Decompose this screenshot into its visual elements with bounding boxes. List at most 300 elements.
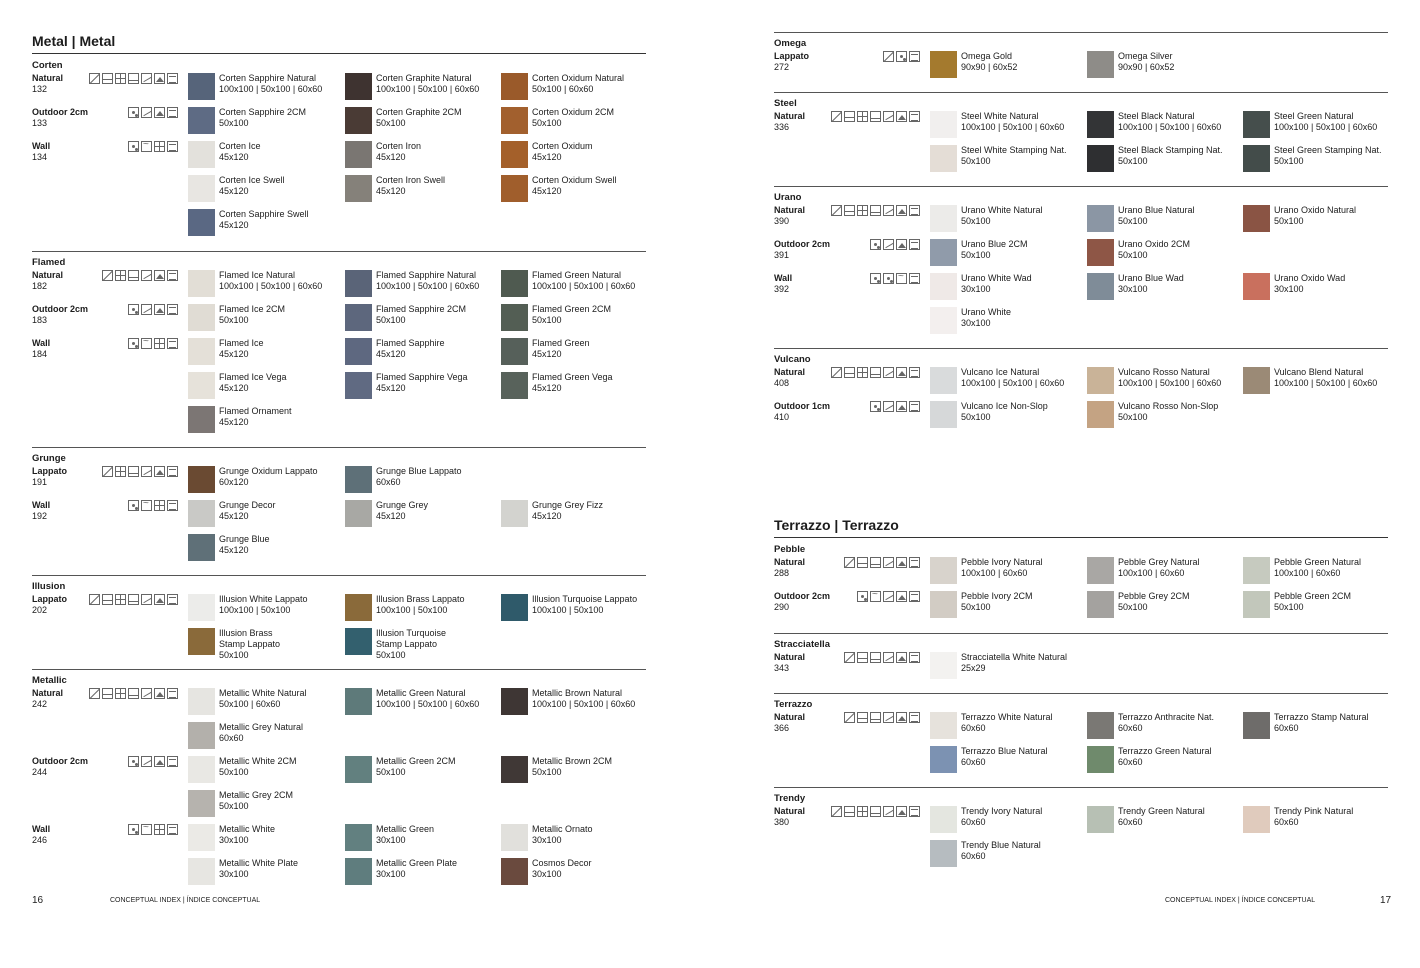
product-size: 50x100 [1274, 216, 1304, 226]
product-text [219, 688, 344, 710]
product-swatch [345, 628, 372, 655]
diag-usage-icon [883, 51, 894, 62]
product-text [961, 111, 1086, 133]
product-text [532, 372, 657, 394]
product-size: 60x60 [961, 757, 986, 767]
finish-page-ref: 184 [32, 349, 48, 359]
lines-usage-icon [167, 304, 178, 315]
finish-row [774, 746, 1388, 780]
product-name: Pebble Ivory 2CM [961, 591, 1033, 601]
mount-usage-icon [154, 107, 165, 118]
product-item [930, 591, 1080, 621]
wave-usage-icon [141, 500, 152, 511]
product-swatch [188, 722, 215, 749]
product-name: Flamed Ice Vega [219, 372, 287, 382]
product-size: 100x100 | 50x100 | 60x60 [376, 281, 480, 291]
product-name: Grunge Oxidum Lappato [219, 466, 318, 476]
mount-usage-icon [154, 304, 165, 315]
product-size: 100x100 | 50x100 | 60x60 [1118, 122, 1222, 132]
product-swatch [930, 557, 957, 584]
product-name: Urano White [961, 307, 1012, 317]
product-item [1087, 111, 1237, 141]
product-name: Metallic White [219, 824, 276, 834]
grid-usage-icon [115, 73, 126, 84]
mount-usage-icon [154, 594, 165, 605]
product-name: Flamed Green [532, 338, 590, 348]
product-swatch [930, 591, 957, 618]
wave-usage-icon [141, 824, 152, 835]
usage-icons [32, 594, 178, 606]
mount-usage-icon [154, 466, 165, 477]
product-item [345, 756, 495, 786]
section-title-terrazzo: Terrazzo | Terrazzo [774, 517, 899, 533]
product-name: Corten Iron [376, 141, 422, 151]
product-name: Trendy Blue Natural [961, 840, 1041, 850]
usage-icon-strip [30, 270, 178, 281]
usage-icon-strip [30, 756, 178, 767]
mount-usage-icon [154, 688, 165, 699]
product-size: 100x100 | 50x100 | 60x60 [376, 84, 480, 94]
product-name: Flamed Sapphire 2CM [376, 304, 467, 314]
product-name: Terrazzo Stamp Natural [1274, 712, 1369, 722]
product-name: Steel Black Natural [1118, 111, 1195, 121]
product-item [188, 141, 338, 171]
product-name: Grunge Blue Lappato [376, 466, 462, 476]
usage-icon-strip [772, 806, 920, 817]
product-name: Flamed Green 2CM [532, 304, 612, 314]
product-name: Terrazzo Blue Natural [961, 746, 1048, 756]
product-swatch [188, 534, 215, 561]
collection-terrazzo [774, 693, 1388, 767]
product-size: 45x120 [376, 186, 406, 196]
collection-trendy [774, 787, 1388, 861]
product-swatch [345, 270, 372, 297]
usage-icons [774, 401, 920, 413]
product-swatch [930, 145, 957, 172]
usage-icon-strip [30, 304, 178, 315]
product-text [219, 73, 344, 95]
product-item [345, 107, 495, 137]
product-text [961, 712, 1086, 734]
product-size: 50x100 [219, 118, 249, 128]
product-text [1274, 205, 1399, 227]
product-item [501, 304, 651, 334]
usage-icons [32, 338, 178, 350]
finish-name: Outdoor 2cm [774, 591, 831, 601]
product-item [345, 466, 495, 496]
usage-icons [32, 756, 178, 768]
product-item [501, 824, 651, 854]
product-item [188, 304, 338, 334]
product-size: 60x60 [1118, 757, 1143, 767]
lines-usage-icon [167, 594, 178, 605]
usage-icons [774, 205, 920, 217]
product-size: 50x100 | 60x60 [219, 699, 281, 709]
product-name: Flamed Green Vega [532, 372, 613, 382]
product-item [501, 141, 651, 171]
product-text [961, 51, 1086, 73]
product-name: Steel Green Natural [1274, 111, 1354, 121]
slope-usage-icon [883, 367, 894, 378]
product-text [532, 594, 657, 616]
mount-usage-icon [896, 205, 907, 216]
product-name: Omega Silver [1118, 51, 1173, 61]
product-item [188, 790, 338, 820]
product-text [961, 307, 1086, 329]
diag-usage-icon [102, 466, 113, 477]
collection-name: Urano [774, 192, 802, 203]
product-swatch [345, 824, 372, 851]
product-swatch [345, 500, 372, 527]
collection-flamed [32, 251, 646, 427]
product-item [501, 688, 651, 718]
product-size: 100x100 | 50x100 | 60x60 [1274, 122, 1378, 132]
product-text [376, 594, 501, 616]
product-text [1118, 557, 1243, 579]
finish-page-ref: 343 [774, 663, 790, 673]
finish-page-ref: 272 [774, 62, 790, 72]
finish-page-ref: 133 [32, 118, 48, 128]
usage-icon-strip [772, 273, 920, 284]
finish-row [32, 304, 646, 338]
product-swatch [930, 307, 957, 334]
product-item [501, 175, 651, 205]
product-size: 45x120 [532, 383, 562, 393]
slope-usage-icon [141, 594, 152, 605]
product-name: Illusion Brass [219, 628, 273, 638]
half-usage-icon [857, 712, 868, 723]
finish-row [774, 806, 1388, 840]
product-size: 25x29 [961, 663, 986, 673]
product-name: Urano Oxido Wad [1274, 273, 1346, 283]
product-item [501, 500, 651, 530]
product-size: 100x100 | 60x60 [1118, 568, 1185, 578]
product-name: Pebble Grey Natural [1118, 557, 1200, 567]
collection-name: Vulcano [774, 354, 811, 365]
finish-row [774, 712, 1388, 746]
finish-row [32, 722, 646, 756]
product-size: 45x120 [532, 152, 562, 162]
mount-usage-icon [154, 270, 165, 281]
slope-usage-icon [883, 712, 894, 723]
product-size: 45x120 [219, 152, 249, 162]
half-usage-icon [844, 806, 855, 817]
lines-usage-icon [909, 591, 920, 602]
product-swatch [1243, 591, 1270, 618]
product-text [1274, 712, 1399, 734]
finish-page-ref: 246 [32, 835, 48, 845]
product-size: 60x60 [961, 851, 986, 861]
finish-name: Outdoor 2cm [32, 107, 89, 117]
product-size: 50x100 [1118, 156, 1148, 166]
product-name: Corten Graphite Natural [376, 73, 472, 83]
product-size: 100x100 | 50x100 [376, 605, 448, 615]
product-size: 45x120 [376, 349, 406, 359]
product-size: 50x100 [961, 602, 991, 612]
half-usage-icon [102, 688, 113, 699]
diag-usage-icon [844, 652, 855, 663]
diag-usage-icon [844, 712, 855, 723]
slope-usage-icon [883, 401, 894, 412]
finish-row [774, 591, 1388, 625]
product-swatch [188, 688, 215, 715]
dots-usage-icon [128, 338, 139, 349]
mount-usage-icon [896, 367, 907, 378]
product-size: 50x100 | 60x60 [532, 84, 594, 94]
product-swatch [345, 756, 372, 783]
product-name: Pebble Green Natural [1274, 557, 1362, 567]
usage-icons [32, 688, 178, 700]
product-swatch [188, 594, 215, 621]
grid-usage-icon [115, 466, 126, 477]
product-swatch [1243, 557, 1270, 584]
finish-page-ref: 408 [774, 378, 790, 388]
product-name: Metallic White Natural [219, 688, 307, 698]
product-swatch [1087, 239, 1114, 266]
half-usage-icon [102, 594, 113, 605]
product-swatch [1243, 273, 1270, 300]
product-swatch [188, 209, 215, 236]
finish-name: Natural [774, 557, 806, 567]
base-usage-icon [870, 111, 881, 122]
lines-usage-icon [909, 239, 920, 250]
product-swatch [1243, 367, 1270, 394]
product-item [1087, 591, 1237, 621]
product-name: Omega Gold [961, 51, 1013, 61]
product-size: 50x100 [532, 315, 562, 325]
finish-row [32, 824, 646, 858]
base-usage-icon [128, 594, 139, 605]
product-item [501, 73, 651, 103]
product-text [961, 145, 1086, 167]
finish-page-ref: 380 [774, 817, 790, 827]
product-name: Flamed Sapphire Vega [376, 372, 468, 382]
product-item [930, 401, 1080, 431]
usage-icon-strip [772, 111, 920, 122]
product-size: 60x60 [1118, 817, 1143, 827]
product-item [345, 73, 495, 103]
usage-icons [32, 73, 178, 85]
product-text [376, 858, 501, 880]
finish-page-ref: 392 [774, 284, 790, 294]
finish-page-ref: 290 [774, 602, 790, 612]
product-swatch [188, 73, 215, 100]
usage-icon-strip [772, 652, 920, 663]
collection-name: Omega [774, 38, 807, 49]
product-size: 45x120 [219, 383, 249, 393]
product-swatch [930, 806, 957, 833]
finish-name: Natural [774, 367, 806, 377]
product-swatch [1087, 746, 1114, 773]
product-text [1118, 145, 1243, 167]
collection-urano [774, 186, 1388, 328]
product-item [1243, 205, 1393, 235]
product-text [961, 557, 1086, 579]
product-text [961, 273, 1086, 295]
product-size: 45x120 [532, 511, 562, 521]
product-item [188, 858, 338, 888]
lines-usage-icon [167, 466, 178, 477]
product-item [188, 534, 338, 564]
product-text [219, 534, 344, 556]
product-item [930, 205, 1080, 235]
product-name: Vulcano Rosso Natural [1118, 367, 1210, 377]
product-swatch [1087, 806, 1114, 833]
product-text [376, 141, 501, 163]
diag-usage-icon [89, 688, 100, 699]
product-item [188, 73, 338, 103]
collection-metallic [32, 669, 646, 879]
grid-usage-icon [115, 594, 126, 605]
product-item [188, 338, 338, 368]
wave-usage-icon [870, 591, 881, 602]
mount-usage-icon [896, 652, 907, 663]
slope-usage-icon [141, 304, 152, 315]
product-text [376, 466, 501, 488]
collection-name: Illusion [32, 581, 66, 592]
collection-omega [774, 32, 1388, 72]
product-item [930, 307, 1080, 337]
product-name: Corten Ice Swell [219, 175, 285, 185]
product-size: 30x100 [532, 869, 562, 879]
product-text [1118, 712, 1243, 734]
product-text [1274, 557, 1399, 579]
lines-usage-icon [909, 367, 920, 378]
product-swatch [501, 304, 528, 331]
usage-icon-strip [30, 688, 178, 699]
product-item [501, 270, 651, 300]
product-item [188, 688, 338, 718]
slope-usage-icon [141, 73, 152, 84]
product-item [930, 746, 1080, 776]
product-text [219, 500, 344, 522]
product-item [930, 51, 1080, 81]
product-size: Stamp Lappato [376, 639, 438, 649]
slope-usage-icon [883, 111, 894, 122]
finish-name: Natural [774, 652, 806, 662]
product-swatch [345, 858, 372, 885]
product-text [532, 688, 657, 710]
product-text [532, 73, 657, 95]
usage-icons [32, 466, 178, 478]
finish-page-ref: 390 [774, 216, 790, 226]
lines-usage-icon [909, 712, 920, 723]
product-text [961, 239, 1086, 261]
product-item [1087, 239, 1237, 269]
product-size: 60x60 [219, 733, 244, 743]
product-size: 100x100 | 50x100 | 60x60 [1118, 378, 1222, 388]
product-swatch [930, 205, 957, 232]
product-name: Corten Oxidum [532, 141, 593, 151]
product-item [188, 466, 338, 496]
product-item [501, 338, 651, 368]
product-name: Illusion Turquoise [376, 628, 447, 638]
usage-icons [774, 712, 920, 724]
product-text [1274, 111, 1399, 133]
collection-name: Terrazzo [774, 699, 813, 710]
product-name: Urano Blue Wad [1118, 273, 1184, 283]
base-usage-icon [870, 712, 881, 723]
product-item [930, 806, 1080, 836]
product-swatch [501, 141, 528, 168]
usage-icons [32, 141, 178, 153]
usage-icons [32, 304, 178, 316]
product-text [219, 141, 344, 163]
product-text [376, 500, 501, 522]
grid-usage-icon [857, 806, 868, 817]
product-swatch [1087, 401, 1114, 428]
product-text [961, 401, 1086, 423]
product-text [961, 652, 1086, 674]
finish-row [774, 652, 1388, 686]
finish-page-ref: 202 [32, 605, 48, 615]
usage-icon-strip [30, 594, 178, 605]
product-swatch [501, 107, 528, 134]
product-text [1274, 591, 1399, 613]
product-item [188, 175, 338, 205]
product-text [376, 372, 501, 394]
product-item [188, 722, 338, 752]
product-swatch [501, 688, 528, 715]
product-text [961, 840, 1086, 862]
product-name: Metallic Ornato [532, 824, 593, 834]
diag-usage-icon [102, 270, 113, 281]
product-item [1243, 367, 1393, 397]
product-name: Grunge Grey Fizz [532, 500, 604, 510]
lines-usage-icon [909, 806, 920, 817]
product-size: 45x120 [219, 545, 249, 555]
product-name: Corten Sapphire Swell [219, 209, 309, 219]
product-text [219, 304, 344, 326]
product-name: Metallic Green Plate [376, 858, 458, 868]
product-swatch [1087, 273, 1114, 300]
product-item [345, 628, 495, 658]
finish-row [32, 73, 646, 107]
product-size: 45x120 [376, 152, 406, 162]
product-swatch [345, 141, 372, 168]
usage-icon-strip [772, 557, 920, 568]
page-number: 17 [1380, 895, 1392, 906]
product-size: 50x100 [376, 315, 406, 325]
finish-name: Wall [32, 338, 51, 348]
wave-usage-icon [141, 338, 152, 349]
product-name: Vulcano Ice Natural [961, 367, 1040, 377]
product-swatch [930, 712, 957, 739]
product-item [345, 858, 495, 888]
product-item [345, 175, 495, 205]
product-name: Flamed Green Natural [532, 270, 622, 280]
product-name: Metallic White 2CM [219, 756, 297, 766]
finish-name: Outdoor 2cm [32, 304, 89, 314]
product-name: Vulcano Rosso Non-Slop [1118, 401, 1219, 411]
usage-icon-strip [772, 51, 920, 62]
product-item [1087, 712, 1237, 742]
product-size: 90x90 | 60x52 [1118, 62, 1175, 72]
usage-icons [32, 270, 178, 282]
product-size: 50x100 [219, 650, 249, 660]
product-item [345, 688, 495, 718]
product-text [219, 338, 344, 360]
product-item [188, 406, 338, 436]
product-item [345, 270, 495, 300]
product-text [961, 746, 1086, 768]
grid-usage-icon [154, 338, 165, 349]
finish-name: Wall [32, 500, 51, 510]
product-size: 45x120 [532, 186, 562, 196]
product-name: Vulcano Ice Non-Slop [961, 401, 1048, 411]
finish-row [32, 858, 646, 892]
collection-name: Grunge [32, 453, 66, 464]
